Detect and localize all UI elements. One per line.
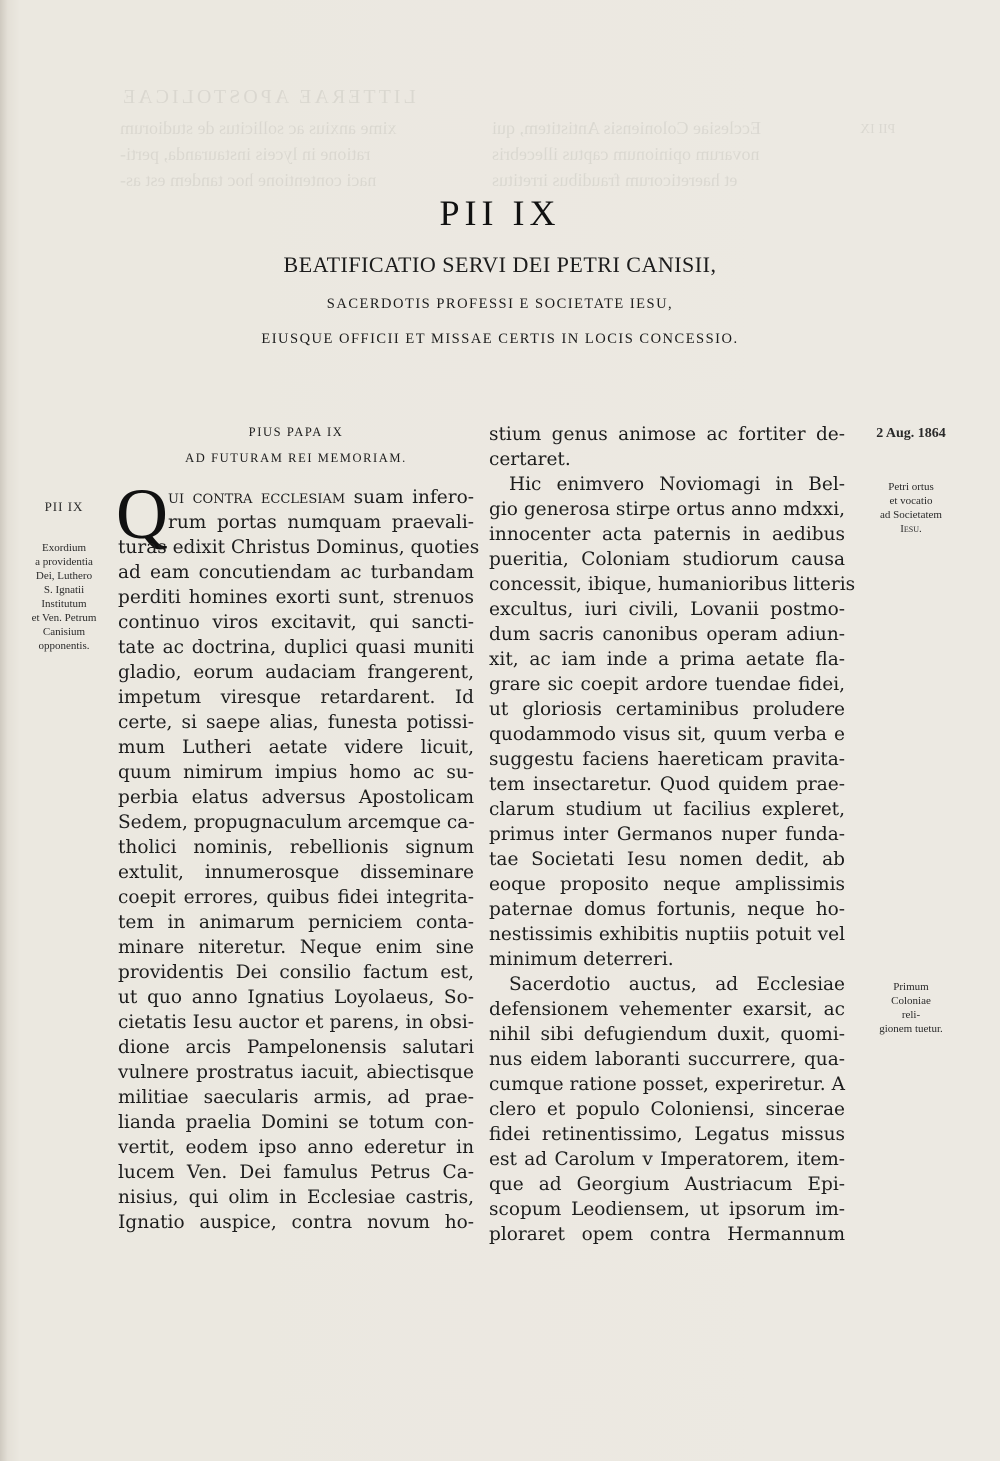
page-title: PII IX	[439, 193, 561, 233]
text-line: clarum studium ut facilius expleret,	[489, 799, 845, 820]
margin-note-primum	[855, 980, 967, 1036]
text-line: tem insectaretur. Quod quidem prae-	[489, 774, 845, 795]
text-line: scopum Leodiensem, ut ipsorum im-	[489, 1199, 845, 1220]
document-subtitle: BEATIFICATIO SERVI DEI PETRI CANISII,	[283, 252, 717, 277]
bleed-through-line: novarum opinionum captus illecebris	[492, 144, 760, 164]
text-line: coepit errores, quibus fidei integrita-	[118, 887, 474, 908]
bleed-through-line: ratione in lyceis instauranda, perti-	[120, 144, 371, 164]
text-line: clero et populo Coloniensi, sincerae	[489, 1099, 845, 1120]
bleed-through-line: naci contentione hoc tandem est as-	[120, 170, 377, 190]
bleed-through-running-head: PII IX	[860, 122, 896, 137]
text-line: tate ac doctrina, duplici quasi muniti	[118, 637, 474, 658]
margin-note-line: Petri ortus	[888, 481, 934, 493]
bleed-through-line: et haereticorum fraudibus irretitus	[492, 170, 738, 190]
text-line: xit, ac iam inde a prima aetate fla-	[489, 649, 845, 670]
text-line: nestissimis exhibitis nuptiis potuit vel	[489, 924, 845, 945]
text-line: excultus, iuri civili, Lovanii postmo-	[489, 599, 845, 620]
text-line: cumque ratione posset, experiretur. A	[489, 1074, 845, 1095]
text-line: pueritia, Coloniam studiorum causa	[489, 549, 845, 570]
text-line: dum sacris canonibus operam adiun-	[489, 624, 845, 645]
text-line: extulit, innumerosque disseminare	[118, 862, 474, 883]
bleed-through-line: xime anxius ac sollicitus de studiorum	[120, 118, 397, 138]
text-line: militiae saecularis armis, ad prae-	[118, 1087, 474, 1108]
margin-note-line: a providentia	[35, 556, 93, 568]
text-line: ad eam concutiendam ac turbandam	[118, 562, 474, 583]
text-line: nus eidem laboranti succurrere, qua-	[489, 1049, 845, 1070]
drop-cap: Q	[116, 474, 168, 554]
text-line: tae Societati Iesu nomen dedit, ab	[489, 849, 845, 870]
text-line: mum Lutheri aetate videre licuit,	[118, 737, 474, 758]
margin-note-line: Primum	[893, 981, 929, 993]
text-line: nihil sibi defugiendum duxit, quomi-	[489, 1024, 845, 1045]
margin-note-line: et Ven. Petrum	[31, 612, 97, 624]
text-line: tem in animarum perniciem conta-	[118, 912, 474, 933]
margin-note-line: ad Societatem	[879, 509, 942, 521]
column-heading-pius: PIUS PAPA IX	[248, 425, 344, 439]
document-subtitle-line-2: SACERDOTIS PROFESSI E SOCIETATE IESU,	[326, 296, 674, 312]
text-line: Sacerdotio auctus, ad Ecclesiae	[509, 974, 845, 995]
margin-note-line: Institutum	[41, 598, 87, 610]
text-line: vulnere prostratus iacuit, abiectisque	[118, 1062, 474, 1083]
text-line: perditi homines exorti sunt, strenuos	[118, 587, 474, 608]
margin-note-ortus	[855, 480, 967, 536]
text-line: defensionem vehementer exarsit, ac	[489, 999, 845, 1020]
margin-note-line: S. Ignatii	[43, 584, 85, 596]
text-line: lianda praelia Domini se totum con-	[118, 1112, 474, 1133]
text-line: turas edixit Christus Dominus, quoties	[118, 537, 480, 558]
text-line: paternae domus fortunis, neque ho-	[489, 899, 845, 920]
text-line: suggestu faciens haereticam pravita-	[489, 749, 845, 770]
text-line: gio generosa stirpe ortus anno mdxxi,	[489, 499, 845, 520]
text-line: tholici nominis, rebellionis signum	[118, 837, 474, 858]
text-line: quodammodo visus sit, quum verba e	[489, 724, 845, 745]
bleed-through-line: Ecclesiae Coloniensis Antistitem, qui	[492, 118, 761, 138]
text-line: Ignatio auspice, contra novum ho-	[118, 1212, 474, 1233]
text-line: fidei retinentissimo, Legatus missus	[489, 1124, 845, 1145]
text-line: primus inter Germanos nuper funda-	[489, 824, 845, 845]
margin-note-line: gionem tuetur.	[879, 1023, 943, 1035]
margin-note-line: Coloniae	[891, 995, 931, 1007]
column-heading-memoriam: AD FUTURAM REI MEMORIAM.	[185, 451, 407, 465]
text-line: Sedem, propugnaculum arcemque ca-	[118, 812, 475, 833]
margin-note-line: Canisium	[42, 626, 86, 638]
text-line: perbia elatus adversus Apostolicam	[118, 787, 474, 808]
small-caps-opening: ui contra ecclesiam	[168, 487, 346, 508]
text-line: innocenter acta paternis in aedibus	[489, 524, 845, 545]
text-line: dione arcis Pampelonensis salutari	[118, 1037, 474, 1058]
text-line: ploraret opem contra Hermannum	[489, 1224, 845, 1245]
text-line: nisius, qui olim in Ecclesiae castris,	[118, 1187, 474, 1208]
text-line: certaret.	[489, 449, 571, 470]
text-line: certe, si saepe alias, funesta potissi-	[118, 712, 474, 733]
text-line: rum portas numquam praevali-	[168, 512, 474, 533]
text-line: continuo viros excitavit, qui sancti-	[118, 612, 474, 633]
text-line: ut gloriosis certaminibus proludere	[489, 699, 845, 720]
text-line: grare sic coepit ardore tuendae fidei,	[489, 674, 845, 695]
text-line: eoque proposito neque amplissimis	[489, 874, 845, 895]
text-line: ut quo anno Ignatius Loyolaeus, So-	[118, 987, 474, 1008]
text-line: est ad Carolum v Imperatorem, item-	[489, 1149, 845, 1170]
margin-note-line: et vocatio	[889, 495, 933, 507]
text-line: concessit, ibique, humanioribus litteris	[489, 574, 856, 595]
text-line: gladio, eorum audaciam frangerent,	[118, 662, 474, 683]
text-line: minare niteretur. Neque enim sine	[118, 937, 474, 958]
text-line: cietatis Iesu auctor et parens, in obsi-	[118, 1012, 474, 1033]
bleed-through-header: LITTERAE APOSTOLICAE	[120, 86, 416, 108]
running-head-left: PII IX	[44, 499, 84, 514]
text-line: que ad Georgium Austriacum Epi-	[489, 1174, 845, 1195]
margin-note-exordium	[18, 541, 110, 653]
text-line: providentis Dei consilio factum est,	[118, 962, 474, 983]
text-line: stium genus animose ac fortiter de-	[489, 424, 845, 445]
margin-note-line: Iesu.	[900, 523, 922, 535]
text-line: minimum deterreri.	[489, 949, 674, 970]
text-line: quum nimirum impius homo ac su-	[118, 762, 474, 783]
text-line: Hic enimvero Noviomagi in Bel-	[509, 474, 845, 495]
text-line: vertit, eodem ipso anno ederetur in	[118, 1137, 474, 1158]
document-subtitle-line-3: EIUSQUE OFFICII ET MISSAE CERTIS IN LOCIS CONCESSIO.	[261, 331, 739, 347]
text-line: impetum viresque retardarent. Id	[118, 687, 474, 708]
margin-note-line: reli-	[901, 1009, 921, 1021]
margin-note-line: Dei, Luthero	[35, 570, 93, 582]
date-note: 2 Aug. 1864	[876, 426, 946, 441]
margin-note-line: opponentis.	[38, 640, 90, 652]
text-line: ui contra ecclesiam suam infero-	[168, 487, 474, 508]
margin-note-line: Exordium	[42, 542, 86, 554]
text-line: lucem Ven. Dei famulus Petrus Ca-	[118, 1162, 474, 1183]
